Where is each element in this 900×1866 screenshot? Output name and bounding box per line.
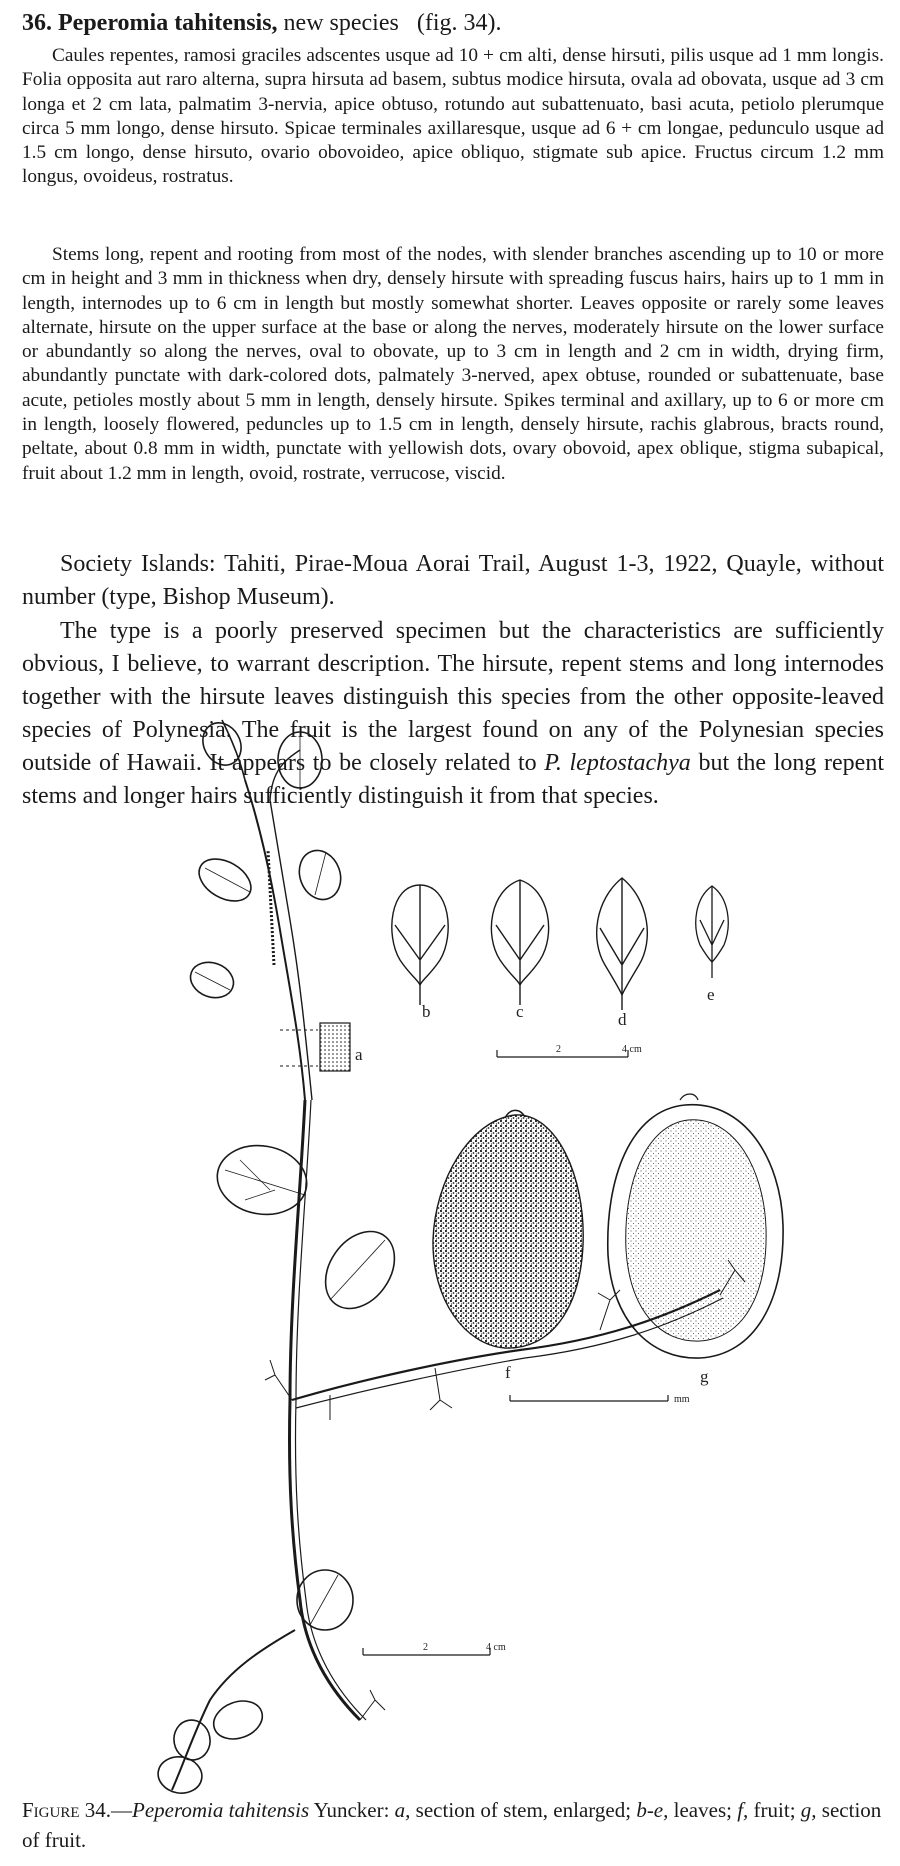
figure-caption xyxy=(22,1795,884,1855)
locality-text: Society Islands: Tahiti, Pirae-Moua Aorai Trail, August 1-3, 1922, Quayle, without number (type, Bishop Museum). xyxy=(22,551,884,610)
label-e: e xyxy=(707,985,715,1004)
fruit-scale-end: mm xyxy=(674,1394,690,1405)
plant-drawing xyxy=(155,716,745,1797)
label-c: c xyxy=(516,1002,524,1021)
leaf-d xyxy=(597,878,648,1010)
locality-paragraph xyxy=(22,548,884,614)
latin-description-text: Caules repentes, ramosi graciles adscentes usque ad 10 + cm alti, dense hirsuti, pilis usque ad 1 mm longis. Folia opposita aut raro alterna, supra hirsuta ad basem, subtus modice hirsuta, ovala ad obovata, usque ad 3 cm longa et 2 cm lata, palmatim 3-nervia, apice obtuso, rotundo aut subattenuato, basi acuta, petiolo plerumque circa 5 mm longo, dense hirsuto. Spicae terminales axillaresque, usque ad 6 + cm longae, pedunculo usque ad 1.5 cm longo, dense hirsuto, ovario obovoideo, apice obliquo, stigmate sub apice. Fructus circum 1.2 mm longus, ovoideus, rostratus. xyxy=(22,45,884,188)
caption-key-a: a, xyxy=(394,1798,411,1822)
label-b: b xyxy=(422,1002,431,1021)
leaf-e xyxy=(696,886,728,978)
heading-species-name: Peperomia tahitensis, xyxy=(58,10,278,36)
discussion-paragraph xyxy=(22,615,884,813)
english-description xyxy=(22,243,884,486)
caption-text-g: section of fruit. xyxy=(22,1798,882,1852)
label-g: g xyxy=(700,1367,709,1386)
caption-text-f: fruit; xyxy=(748,1798,801,1822)
stem-section-a xyxy=(280,1023,363,1071)
caption-key-g: g, xyxy=(800,1798,817,1822)
heading-number: 36. xyxy=(22,10,52,36)
leaf-scale-bar xyxy=(497,1050,628,1057)
fruit-f xyxy=(433,1110,583,1348)
label-d: d xyxy=(618,1010,627,1029)
leaf-scale-mid: 2 xyxy=(556,1044,561,1055)
fruit-section-g xyxy=(608,1094,783,1358)
caption-key-be: b-e, xyxy=(636,1798,669,1822)
label-a: a xyxy=(355,1045,363,1064)
leaf-scale-end: 4 cm xyxy=(622,1044,642,1055)
discussion-text-part1: The type is a poorly preserved specimen but the characteristics are sufficiently obvious, I believe, to warrant description. The hirsute, repent stems and long internodes together with the hirsute leaves distinguish this species from the other opposite-leaved species of Polynesia. The fruit is the largest found on any of the Polynesian species outside of Hawaii. It appears to be closely related to xyxy=(22,618,884,776)
species-heading xyxy=(22,10,502,37)
plant-scale-end: 4 cm xyxy=(486,1642,506,1653)
label-f: f xyxy=(505,1363,511,1382)
caption-author: Yuncker: xyxy=(309,1798,395,1822)
discussion-text-part2: but the long repent stems and longer hairs sufficiently distinguish it from that species. xyxy=(22,750,884,809)
caption-dash: — xyxy=(111,1798,133,1822)
heading-figure-reference: (fig. 34). xyxy=(416,10,502,36)
caption-figure-label: Figure 34. xyxy=(22,1798,112,1822)
plant-scale-bar xyxy=(363,1648,490,1655)
plant-scale-mid: 2 xyxy=(423,1642,428,1653)
caption-key-f: f, xyxy=(737,1798,749,1822)
discussion-text xyxy=(22,615,884,813)
fruit-scale-bar xyxy=(510,1395,668,1401)
leaf-c xyxy=(491,880,548,1005)
caption-text-a: section of stem, enlarged; xyxy=(410,1798,637,1822)
heading-status: new species xyxy=(283,10,399,36)
english-description-text: Stems long, repent and rooting from most of the nodes, with slender branches ascending up to 10 or more cm in height and 3 mm in thickness when dry, densely hirsute with spreading fuscus hairs, hairs up to 1 mm in length, internodes up to 6 cm in length but mostly somewhat shorter. Leaves opposite or rarely some leaves alternate, hirsute on the upper surface at the base or along the nerves, moderately hirsute on the lower surface or abundantly so along the nerves, oval to obovate, up to 3 cm in length and 2 cm in width, drying firm, abundantly punctate with dark-colored dots, palmately 3-nerved, apex obtuse, rounded or subattenuate, base acute, petioles mostly about 5 mm in length, densely hirsute. Spikes terminal and axillary, up to 6 or more cm in length, loosely flowered, peduncles up to 1.5 cm in length, densely hirsute, rachis glabrous, bracts round, peltate, about 0.8 mm in width, punctate with yellowish dots, ovary obovoid, apex oblique, stigma subapical, fruit about 1.2 mm in length, ovoid, rostrate, verrucose, viscid. xyxy=(22,244,884,484)
latin-description xyxy=(22,44,884,190)
leaf-b xyxy=(392,885,448,1005)
caption-text-be: leaves; xyxy=(668,1798,738,1822)
caption-species: Peperomia tahitensis xyxy=(132,1798,310,1822)
discussion-italic-species: P. leptostachya xyxy=(544,750,691,776)
